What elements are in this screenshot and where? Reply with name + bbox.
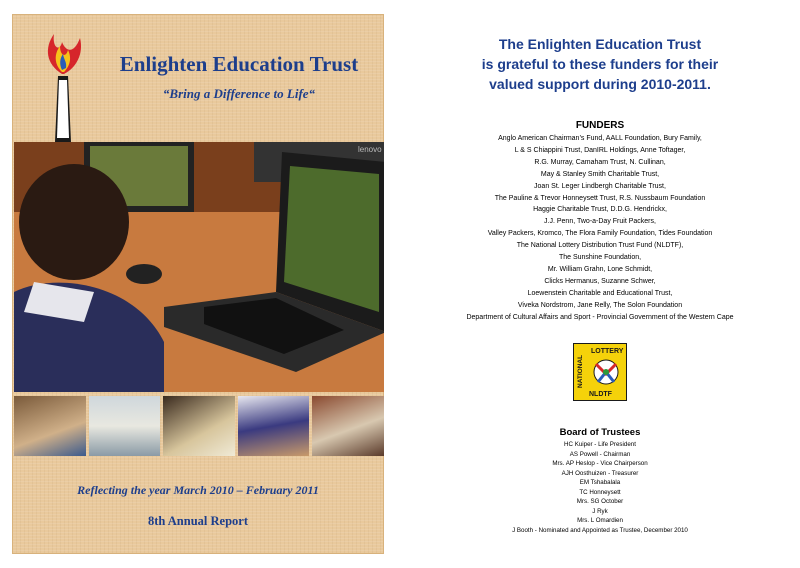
cover-title: Enlighten Education Trust (119, 52, 359, 76)
trustee-line: Mrs. L Omardien (577, 517, 623, 525)
trustee-line: AJH Oosthuizen - Treasurer (561, 469, 639, 477)
thumbnail-photo (312, 396, 384, 456)
funder-line: Loewenstein Charitable and Educational Trust, (527, 289, 673, 297)
funder-line: Joan St. Leger Lindbergh Charitable Trust, (534, 182, 666, 190)
laptop-brand-label: lenovo (358, 145, 382, 154)
funder-line: Haggie Charitable Trust, D.D.G. Hendrickx, (533, 206, 667, 214)
funder-line: Clicks Hermanus, Suzanne Schwer, (544, 277, 656, 285)
board-title: Board of Trustees (559, 427, 641, 438)
cover-reporting-period: Reflecting the year March 2010 – February 2011 (77, 483, 319, 497)
funder-line: Viveka Nordstrom, Jane Relly, The Solon Foundation (517, 301, 683, 309)
lottery-logo-side-text: NATIONAL (577, 354, 584, 388)
trustee-line: AS Powell - Chairman (569, 450, 631, 458)
funders-page (400, 0, 800, 568)
thumbnail-photo (89, 396, 161, 456)
funder-line: May & Stanley Smith Charitable Trust, (540, 170, 660, 178)
trustee-line: Mrs. SG October (576, 498, 624, 506)
board-of-trustees-list (400, 440, 800, 535)
funder-line: Mr. William Grahn, Lone Schmidt, (547, 265, 653, 273)
funder-line: Department of Cultural Affairs and Sport - Provincial Government of the Western Cape (466, 313, 734, 321)
thanks-heading-line: is grateful to these funders for their (481, 56, 719, 72)
funder-line: J.J. Penn, Two-a-Day Fruit Packers, (544, 218, 656, 226)
funder-line: The Pauline & Trevor Honneysett Trust, R.S. Nussbaum Foundation (494, 194, 706, 202)
trustee-line: J Ryk (592, 507, 608, 515)
trustee-line: HC Kuiper - Life President (564, 441, 636, 448)
funder-line: R.G. Murray, Camaham Trust, N. Cullinan, (534, 158, 666, 166)
funder-line: The National Lottery Distribution Trust Fund (NLDTF), (516, 242, 684, 250)
national-lottery-logo (573, 343, 627, 401)
funder-line: L & S Chiappini Trust, DanIRL Holdings, Anne Toftager, (514, 146, 686, 154)
funder-line: The Sunshine Foundation, (558, 254, 642, 262)
funder-line: Anglo American Chairman’s Fund, AALL Foundation, Bury Family, (498, 135, 702, 142)
cover-tagline: “Bring a Difference to Life“ (162, 86, 316, 101)
thumbnail-photo (14, 396, 86, 456)
thumbnail-photo (163, 396, 235, 456)
cover-main-photo (14, 142, 384, 392)
thanks-heading-line: valued support during 2010-2011. (489, 76, 711, 92)
flame-torch-logo-icon (40, 24, 86, 144)
cover-thumbnail-strip (14, 396, 384, 456)
lottery-logo-bottom-text: NLDTF (589, 391, 612, 398)
lottery-logo-top-text: LOTTERY (591, 348, 624, 355)
thanks-heading (400, 34, 800, 94)
funders-title: FUNDERS (575, 120, 625, 131)
funders-list (400, 133, 800, 324)
thumbnail-photo (238, 396, 310, 456)
cover-report-number: 8th Annual Report (147, 514, 249, 528)
trustee-line: TC Honneysett (579, 488, 621, 496)
trustee-line: EM Tshabalala (579, 479, 621, 487)
thanks-heading-line: The Enlighten Education Trust (498, 36, 702, 52)
trustee-line: J Booth - Nominated and Appointed as Trustee, December 2010 (512, 526, 688, 534)
annual-report-cover (12, 14, 384, 554)
trustee-line: Mrs. AP Heslop - Vice Chairperson (552, 460, 648, 468)
funder-line: Valley Packers, Kromco, The Flora Family Foundation, Tides Foundation (487, 230, 713, 238)
